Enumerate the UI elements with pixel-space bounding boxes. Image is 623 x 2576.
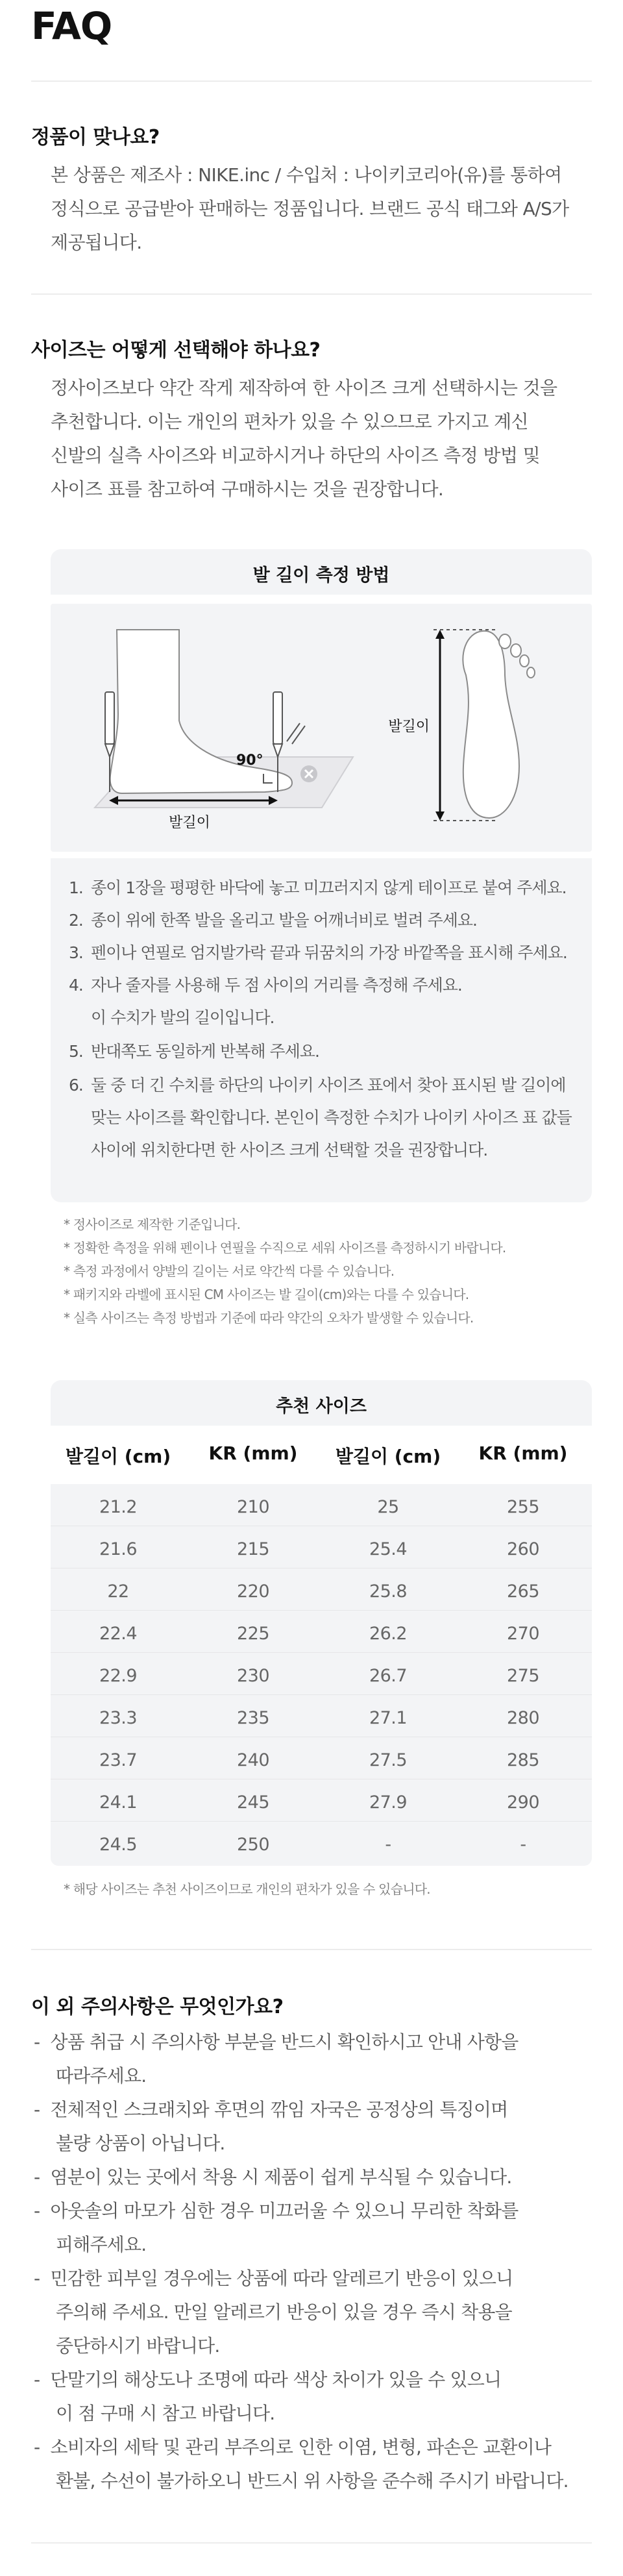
table-cell: 240	[236, 1750, 270, 1770]
divider	[31, 80, 592, 82]
step-6: 6. 둘 중 더 긴 수치를 하단의 나이키 사이즈 표에서 찾아 표시된 발 길이에	[69, 1076, 566, 1095]
answer-line: 정사이즈보다 약간 작게 제작하여 한 사이즈 크게 선택하시는 것을	[51, 377, 557, 399]
pencil-right-tip	[273, 744, 282, 757]
foot-measure-diagram	[51, 604, 592, 852]
pencil-left-body	[105, 692, 114, 744]
foot-sole-shape	[463, 631, 519, 818]
faq-answer-authentic	[51, 158, 583, 260]
table-cell: -	[385, 1835, 391, 1855]
step-6-cont: 사이에 위치한다면 한 사이즈 크게 선택할 것을 권장합니다.	[91, 1141, 488, 1159]
table-cell: 27.1	[369, 1708, 408, 1728]
step-3: 3. 펜이나 연필로 엄지발가락 끝과 뒤꿈치의 가장 바깥쪽을 표시해 주세요.	[69, 943, 567, 962]
foot-side-shape	[110, 630, 292, 793]
divider	[31, 293, 592, 295]
table-cell: 25	[377, 1497, 399, 1517]
size-table-footnote: * 해당 사이즈는 추천 사이즈이므로 개인의 편차가 있을 수 있습니다.	[64, 1881, 430, 1897]
step-1: 1. 종이 1장을 평평한 바닥에 놓고 미끄러지지 않게 테이프로 붙여 주세요.	[69, 878, 567, 897]
table-cell: 22.9	[99, 1666, 138, 1686]
measure-note: * 정사이즈로 제작한 기준입니다.	[64, 1217, 241, 1232]
toe	[520, 655, 529, 667]
faq-question-authentic: 정품이 맞나요?	[31, 126, 160, 149]
side-length-label: 발길이	[388, 719, 430, 735]
table-cell: 280	[506, 1708, 540, 1728]
table-cell: 25.4	[369, 1539, 408, 1559]
caution-item: - 상품 취급 시 주의사항 부분을 반드시 확인하시고 안내 사항을	[34, 2031, 519, 2053]
table-cell: 255	[506, 1497, 540, 1517]
size-table-title-box	[51, 1380, 592, 1426]
table-row	[51, 1695, 592, 1737]
toe	[499, 634, 511, 649]
step-4-cont: 이 수치가 발의 길이입니다.	[91, 1008, 275, 1027]
foot-diagram-svg	[51, 604, 592, 852]
angle-label: 90°	[236, 752, 263, 769]
table-header: 발길이 (cm)	[65, 1446, 171, 1467]
table-cell: 210	[236, 1497, 270, 1517]
table-row	[51, 1568, 592, 1611]
divider	[31, 2542, 592, 2544]
divider	[31, 1949, 592, 1950]
caution-item: - 전체적인 스크래치와 후면의 깎임 자국은 공정상의 특징이며	[34, 2099, 508, 2120]
page-title: FAQ	[31, 4, 112, 48]
measure-steps	[51, 858, 592, 1202]
caution-item: - 단말기의 해상도나 조명에 따라 색상 차이가 있을 수 있으니	[34, 2369, 502, 2390]
measure-note: * 정확한 측정을 위해 펜이나 연필을 수직으로 세워 사이즈를 측정하시기 바랍니다.	[64, 1240, 506, 1256]
step-4: 4. 자나 줄자를 사용해 두 점 사이의 거리를 측정해 주세요.	[69, 976, 462, 995]
caution-item-cont: 환불, 수선이 불가하오니 반드시 위 사항을 준수해 주시기 바랍니다.	[56, 2470, 568, 2492]
caution-item: - 소비자의 세탁 및 관리 부주의로 인한 이염, 변형, 파손은 교환이나	[34, 2436, 552, 2458]
caution-item: - 민감한 피부일 경우에는 상품에 따라 알레르기 반응이 있으니	[34, 2268, 513, 2289]
table-cell: 285	[506, 1750, 540, 1770]
table-cell: 25.8	[369, 1581, 408, 1602]
length-label: 발길이	[169, 815, 210, 831]
slanted-pencil-edge	[287, 723, 300, 741]
table-cell: 23.3	[99, 1708, 138, 1728]
table-row	[51, 1653, 592, 1695]
table-cell: 24.1	[99, 1792, 138, 1813]
slanted-pencil	[292, 726, 305, 744]
toe	[527, 667, 535, 678]
caution-item-cont: 주의해 주세요. 만일 알레르기 반응이 있을 경우 즉시 착용을	[56, 2301, 512, 2323]
measure-title: 발 길이 측정 방법	[252, 565, 390, 586]
table-cell: 27.9	[369, 1792, 408, 1813]
table-cell: 235	[236, 1708, 270, 1728]
caution-item-cont: 이 점 구매 시 참고 바랍니다.	[56, 2403, 275, 2424]
table-row	[51, 1526, 592, 1568]
vertical-arrow-top	[435, 630, 445, 639]
table-cell: 23.7	[99, 1750, 138, 1770]
table-row	[51, 1484, 592, 1526]
table-cell: 24.5	[99, 1835, 138, 1855]
answer-line: 제공됩니다.	[51, 232, 142, 253]
table-row	[51, 1822, 592, 1864]
table-header: KR (mm)	[208, 1443, 298, 1464]
table-cell: 21.6	[99, 1539, 138, 1559]
size-table-body	[51, 1484, 592, 1866]
answer-line: 추천합니다. 이는 개인의 편차가 있을 수 있으므로 가지고 계신	[51, 411, 528, 432]
toe	[511, 644, 521, 657]
table-cell: 27.5	[369, 1750, 408, 1770]
faq-answer-size	[51, 371, 583, 506]
table-cell: 260	[506, 1539, 540, 1559]
table-cell: 225	[236, 1624, 270, 1644]
answer-line: 신발의 실측 사이즈와 비교하시거나 하단의 사이즈 측정 방법 및	[51, 445, 541, 466]
measure-note: * 측정 과정에서 양발의 길이는 서로 약간씩 다를 수 있습니다.	[64, 1263, 395, 1279]
table-cell: 220	[236, 1581, 270, 1602]
step-2: 2. 종이 위에 한쪽 발을 올리고 발을 어깨너비로 벌려 주세요.	[69, 911, 477, 930]
step-6-cont: 맞는 사이즈를 확인합니다. 본인이 측정한 수치가 나이키 사이즈 표 값들	[91, 1108, 572, 1127]
table-cell: 26.7	[369, 1666, 408, 1686]
caution-item: - 염분이 있는 곳에서 착용 시 제품이 쉽게 부식될 수 있습니다.	[34, 2166, 512, 2188]
table-cell: 26.2	[369, 1624, 408, 1644]
table-row	[51, 1611, 592, 1653]
pencil-right-body	[273, 692, 282, 744]
table-row	[51, 1737, 592, 1779]
table-header: KR (mm)	[478, 1443, 568, 1464]
table-cell: 290	[506, 1792, 540, 1813]
answer-line: 본 상품은 제조사 : NIKE.inc / 수입처 : 나이키코리아(유)를 통하여	[51, 164, 562, 186]
vertical-arrow-bottom	[435, 811, 445, 821]
table-cell: 270	[506, 1624, 540, 1644]
caution-item: - 아웃솔의 마모가 심한 경우 미끄러울 수 있으니 무리한 착화를	[34, 2200, 519, 2222]
table-cell: 22.4	[99, 1624, 138, 1644]
table-cell: 22	[107, 1581, 129, 1602]
faq-question-size: 사이즈는 어떻게 선택해야 하나요?	[31, 339, 321, 362]
caution-item-cont: 중단하시기 바랍니다.	[56, 2335, 220, 2357]
table-cell: 215	[236, 1539, 270, 1559]
measure-title-box	[51, 549, 592, 595]
caution-item-cont: 피해주세요.	[56, 2234, 147, 2255]
answer-line: 사이즈 표를 참고하여 구매하시는 것을 권장합니다.	[51, 478, 444, 500]
table-cell: 230	[236, 1666, 270, 1686]
size-table-title: 추천 사이즈	[276, 1396, 367, 1417]
answer-line: 정식으로 공급받아 판매하는 정품입니다. 브랜드 공식 태그와 A/S가	[51, 198, 569, 219]
caution-item-cont: 불량 상품이 아닙니다.	[56, 2133, 225, 2154]
faq-question-cautions: 이 외 주의사항은 무엇인가요?	[31, 1996, 284, 2018]
table-row	[51, 1779, 592, 1822]
caution-item-cont: 따라주세요.	[56, 2065, 147, 2087]
table-header: 발길이 (cm)	[335, 1446, 441, 1467]
table-cell: 250	[236, 1835, 270, 1855]
table-cell: 275	[506, 1666, 540, 1686]
table-cell: 245	[236, 1792, 270, 1813]
table-cell: -	[520, 1835, 526, 1855]
table-cell: 21.2	[99, 1497, 138, 1517]
table-cell: 265	[506, 1581, 540, 1602]
measure-note: * 실측 사이즈는 측정 방법과 기준에 따라 약간의 오차가 발생할 수 있습니다.	[64, 1310, 474, 1326]
measure-note: * 패키지와 라벨에 표시된 CM 사이즈는 발 길이(cm)와는 다를 수 있습니다.	[64, 1287, 469, 1302]
step-5: 5. 반대쪽도 동일하게 반복해 주세요.	[69, 1042, 319, 1061]
